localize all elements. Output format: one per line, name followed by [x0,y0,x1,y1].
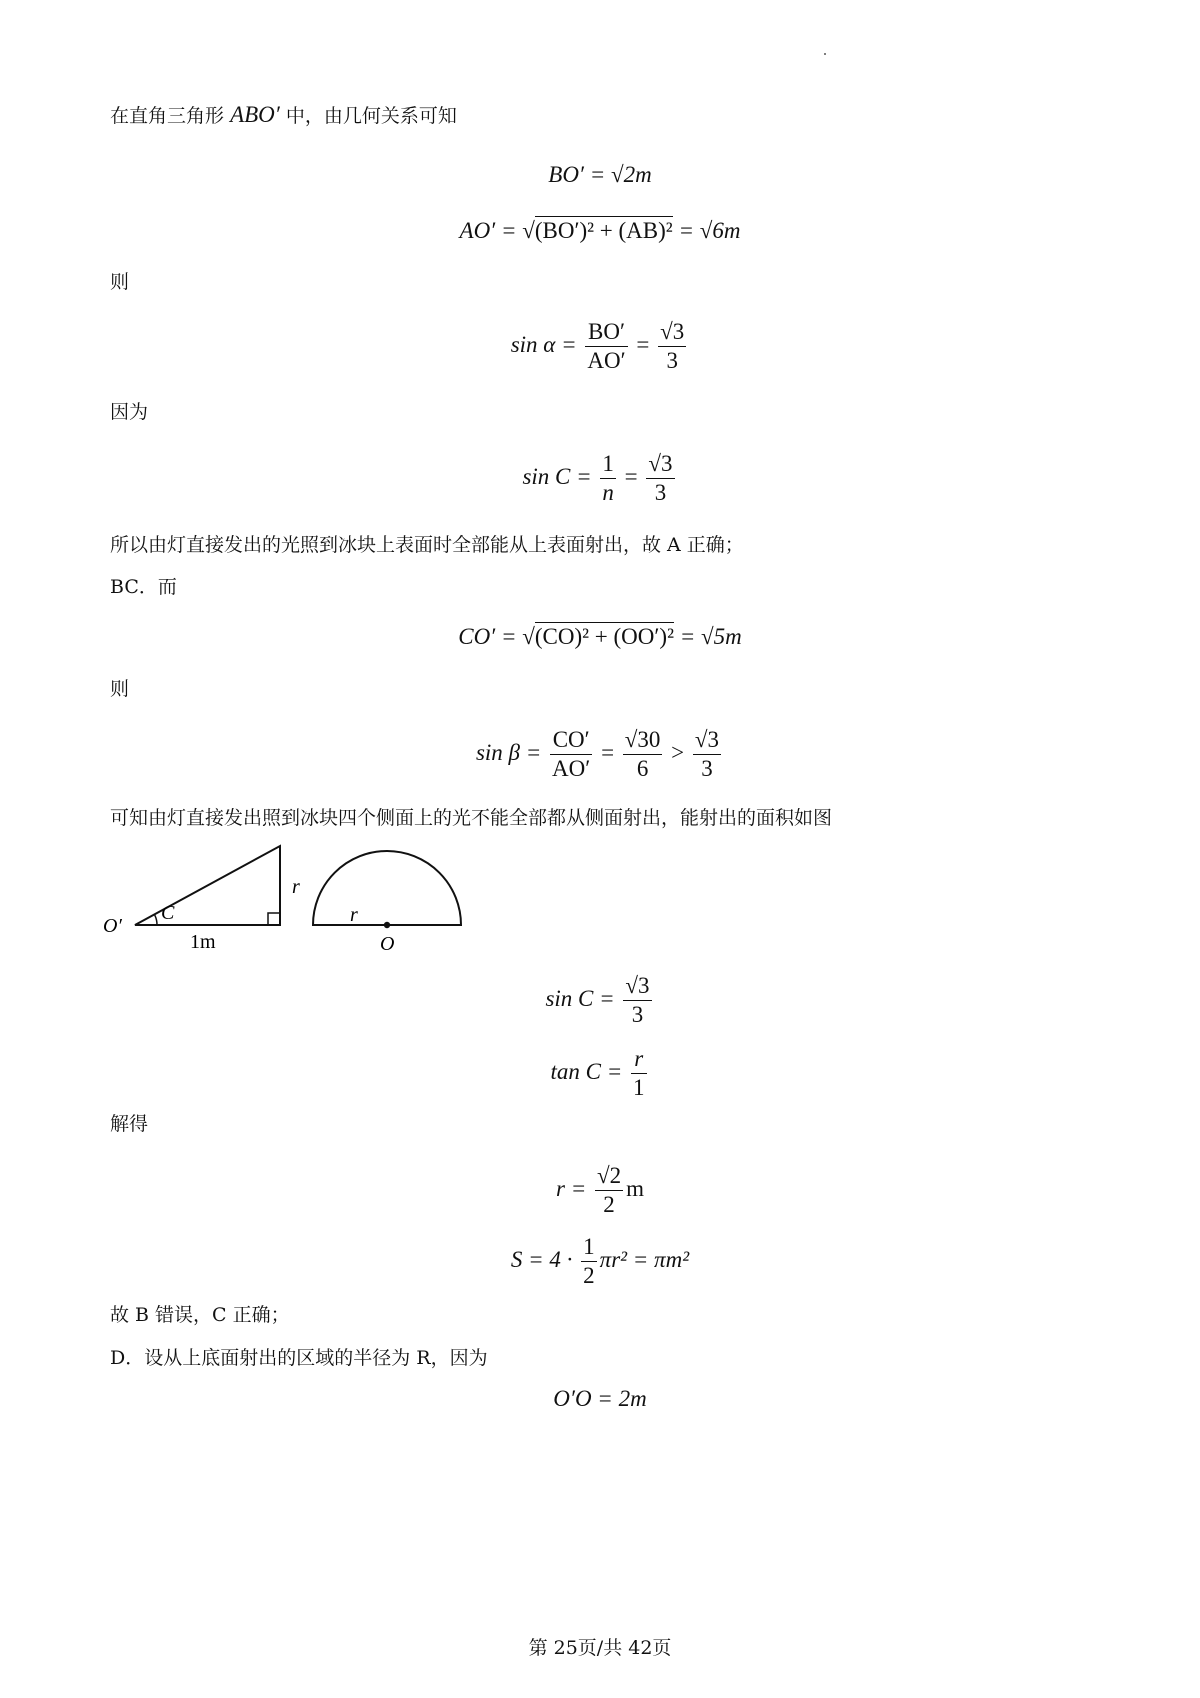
fraction: $\frac{1}{n}$ [602,451,614,505]
text-line-6: 则 [110,678,130,700]
equation-r: r = $\frac{√2}{2}$ m [556,1163,644,1217]
radius-label: r [350,904,358,926]
angle-label: C [161,902,175,924]
text-line-2: 则 [110,271,130,293]
base-label: 1m [190,931,216,953]
text-line-1: 在直角三角形 ABO′ 中，由几何关系可知 [110,102,457,127]
semicircle [313,851,461,925]
equation-s: S = 4 · $\frac{1}{2}$ πr² = πm² [510,1234,690,1288]
fraction: $\frac{r}{1}$ [633,1046,645,1100]
text-line-8: 解得 [110,1113,149,1135]
equation-tan-c: tan C = $\frac{r}{1}$ [550,1046,645,1100]
equation-bo: BO′ = √2m [548,162,652,187]
fraction: $\frac{1}{2}$ [583,1234,595,1288]
right-triangle [135,846,280,925]
text-line-4: 所以由灯直接发出的光照到冰块上表面时全部能从上表面射出，故 A 正确； [110,534,744,556]
center-point [384,922,390,928]
text-line-7: 可知由灯直接发出照到冰块四个侧面上的光不能全部都从侧面射出，能射出的面积如图 [110,807,833,829]
right-angle-mark [268,913,280,925]
radicand: (BO′)² + (AB)² [534,218,673,243]
text-line-9: 故 B 错误，C 正确； [110,1304,290,1326]
fraction: $\frac{√3}{3}$ [694,727,720,781]
angle-arc [155,915,157,925]
fraction: $\frac{√2}{2}$ [596,1163,622,1217]
center-label: O [380,933,395,955]
radicand: (CO)² + (OO′)² [534,624,674,649]
geometry-figure [95,840,515,960]
text-line-5: BC．而 [110,576,177,598]
text-line-3: 因为 [110,401,149,423]
fraction: $\frac{√3}{3}$ [648,451,673,505]
scan-dot [824,53,826,55]
text-line-10: D．设从上底面射出的区域的半径为 R，因为 [110,1347,488,1369]
vertex-label: O′ [103,915,122,937]
equation-co: CO′ = √(CO)² + (OO′)² = √5m [458,624,742,649]
equation-ao: AO′ = √(BO′)² + (AB)² = √6m [459,218,741,243]
fraction: $\frac{√3}{3}$ [660,319,685,373]
side-label: r [292,876,300,898]
inline-math-abo: ABO′ [230,102,280,127]
equation-oo: O′O = 2m [553,1386,647,1411]
fraction: $\frac{CO'}{AO'}$ [552,727,591,781]
equation-sin-c: sin C = $\frac{1}{n}$ = $\frac{√3}{3}$ [522,451,673,505]
fraction: $\frac{√3}{3}$ [625,973,650,1027]
equation-sin-alpha: sin α = $\frac{BO'}{AO'}$ = $\frac{√3}{3}$ [510,319,685,373]
equation-sin-beta: sin β = $\frac{CO'}{AO'}$ = $\frac{√30}{6}$ > $\frac{√3}{3}$ [475,727,720,781]
fraction: $\frac{BO'}{AO'}$ [587,319,626,373]
equation-sin-c-2: sin C = $\frac{√3}{3}$ [545,973,650,1027]
fraction: $\frac{√30}{6}$ [624,727,661,781]
page-footer: 第 25页/共 42页 [528,1637,672,1659]
